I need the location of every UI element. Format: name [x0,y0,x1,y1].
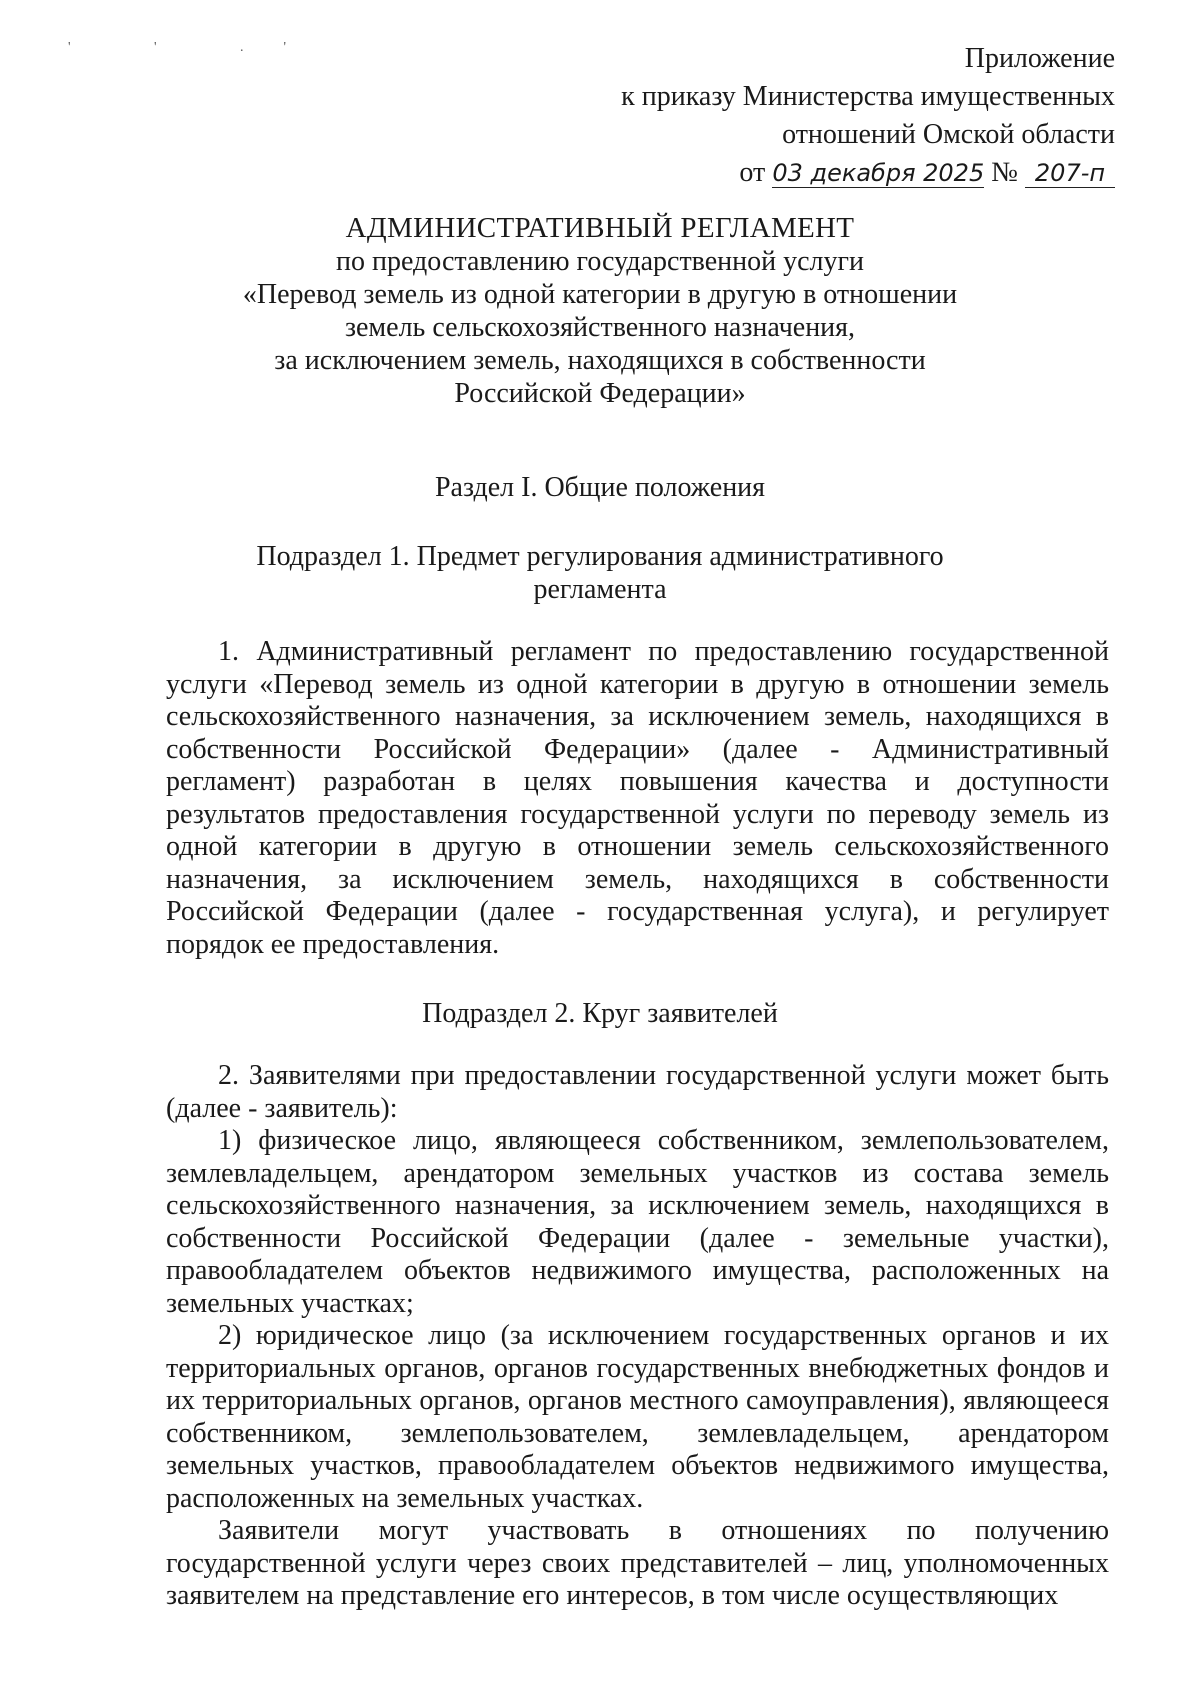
section-heading: Раздел I. Общие положения [434,472,766,503]
subsection-1-line2: регламента [533,574,667,605]
order-reference-line1: к приказу Министерства имущественных [621,81,1115,112]
title-line: по предоставлению государственной услуги [336,246,864,277]
subsection-1-heading [100,540,1100,606]
subsection-2-heading: Подраздел 2. Круг заявителей [422,998,778,1029]
paragraph-1-text: 1. Административный регламент по предоставлению государственной услуги «Перевод земель из одной категории в другую в отношении земель сельскохозяйственного назначения, за исключением земель, находящихся в собственности Российской Федерации» (далее - Административный регламент) разработан в целях повышения качества и доступности результатов предоставления государственной услуги по переводу земель из одной категории в другую в отношении земель сельскохозяйственного назначения, за исключением земель, находящихся в собственности Российской Федерации (далее - государственная услуга), и регулирует порядок ее предоставления. [166,636,1109,960]
handwritten-date: 03 декабря 2025 [772,159,985,187]
subsection-1-line1: Подраздел 1. Предмет регулирования административного [256,541,944,572]
paragraph-3-text: Заявители могут участвовать в отношениях по получению государственной услуги через своих представителей – лиц, уполномоченных заявителем на представление его интересов, в том числе осуществляющих [166,1515,1109,1611]
appendix-label: Приложение [964,43,1115,74]
number-label: № [991,157,1018,188]
paragraph-2-item-2: 2) юридическое лицо (за исключением государственных органов и их территориальных органов, органов государственных внебюджетных фондов и их территориальных органов, органов местного самоуправления), являющееся собственником, землепользователем, землевладельцем, арендатором земельных участков, правообладателем объектов недвижимого имущества, расположенных на земельных участках. [166,1320,1109,1514]
document-title [100,212,1100,410]
title-line: земель сельскохозяйственного назначения, [344,312,856,343]
paragraph-2-block [166,1060,1109,1613]
from-label: от [739,157,766,188]
handwritten-number: 207-п [1025,159,1115,188]
order-date-number-line [621,154,1115,192]
paragraph-2-text: 2. Заявителями при предоставлении государственной услуги может быть (далее - заявитель): [166,1060,1109,1124]
appendix-header [621,40,1115,192]
title-line: «Перевод земель из одной категории в другую в отношении [242,279,958,310]
title-line: за исключением земель, находящихся в собственности [274,345,926,376]
title-main: АДМИНИСТРАТИВНЫЙ РЕГЛАМЕНТ [345,212,855,244]
scan-specks: ' ' .' [68,40,327,55]
order-reference-line2: отношений Омской области [782,119,1115,150]
paragraph-2-item-1: 1) физическое лицо, являющееся собственником, землепользователем, землевладельцем, арендатором земельных участков из состава земель сельскохозяйственного назначения, за исключением земель, находящихся в собственности Российской Федерации (далее - земельные участки), правообладателем объектов недвижимого имущества, расположенных на земельных участках; [166,1125,1109,1319]
paragraph-1 [166,636,1109,961]
title-line: Российской Федерации» [454,378,746,409]
